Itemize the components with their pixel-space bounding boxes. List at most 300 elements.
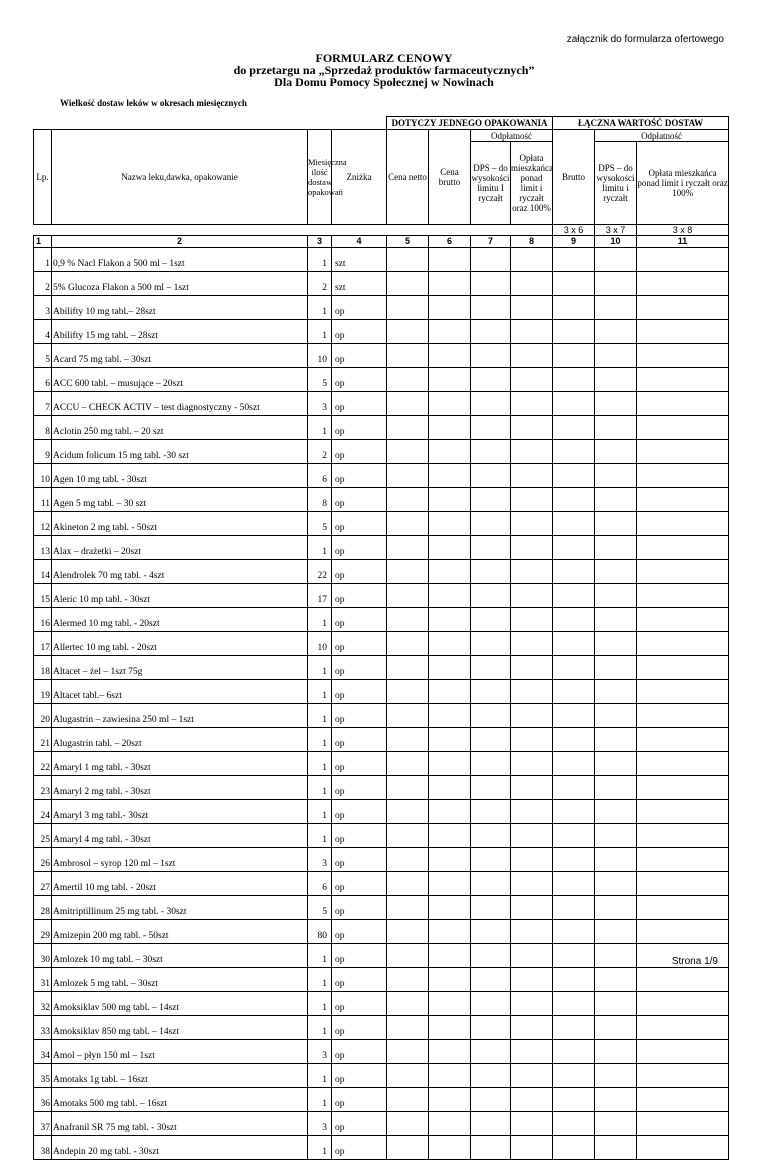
empty-price-cell[interactable] bbox=[429, 704, 471, 728]
empty-price-cell[interactable] bbox=[511, 872, 553, 896]
empty-price-cell[interactable] bbox=[387, 512, 429, 536]
empty-price-cell[interactable] bbox=[595, 1088, 637, 1112]
empty-price-cell[interactable] bbox=[511, 344, 553, 368]
empty-price-cell[interactable] bbox=[387, 728, 429, 752]
empty-price-cell[interactable] bbox=[637, 872, 729, 896]
empty-price-cell[interactable] bbox=[471, 248, 511, 272]
form-title: FORMULARZ CENOWY bbox=[315, 51, 453, 65]
row-unit: op bbox=[332, 1112, 387, 1136]
empty-price-cell[interactable] bbox=[553, 704, 595, 728]
empty-price-cell[interactable] bbox=[387, 464, 429, 488]
empty-price-cell[interactable] bbox=[595, 1040, 637, 1064]
table-row bbox=[34, 776, 729, 800]
empty-price-cell[interactable] bbox=[637, 1064, 729, 1088]
empty-price-cell[interactable] bbox=[553, 608, 595, 632]
empty-price-cell[interactable] bbox=[553, 1088, 595, 1112]
empty-price-cell[interactable] bbox=[553, 368, 595, 392]
empty-price-cell[interactable] bbox=[595, 920, 637, 944]
empty-price-cell[interactable] bbox=[595, 1136, 637, 1160]
empty-price-cell[interactable] bbox=[595, 944, 637, 968]
empty-price-cell[interactable] bbox=[429, 440, 471, 464]
empty-price-cell[interactable] bbox=[429, 296, 471, 320]
empty-price-cell[interactable] bbox=[429, 1040, 471, 1064]
empty-price-cell[interactable] bbox=[595, 488, 637, 512]
empty-price-cell[interactable] bbox=[387, 368, 429, 392]
empty-price-cell[interactable] bbox=[595, 992, 637, 1016]
row-lp: 14 bbox=[34, 560, 52, 584]
col-lp: Lp. bbox=[34, 130, 52, 225]
empty-price-cell[interactable] bbox=[595, 368, 637, 392]
empty-price-cell[interactable] bbox=[387, 1088, 429, 1112]
empty-price-cell[interactable] bbox=[471, 704, 511, 728]
empty-price-cell[interactable] bbox=[553, 296, 595, 320]
empty-price-cell[interactable] bbox=[471, 512, 511, 536]
empty-price-cell[interactable] bbox=[387, 344, 429, 368]
empty-price-cell[interactable] bbox=[553, 872, 595, 896]
empty-price-cell[interactable] bbox=[429, 248, 471, 272]
empty-price-cell[interactable] bbox=[471, 992, 511, 1016]
empty-price-cell[interactable] bbox=[387, 680, 429, 704]
empty-price-cell[interactable] bbox=[637, 656, 729, 680]
empty-price-cell[interactable] bbox=[429, 992, 471, 1016]
empty-price-cell[interactable] bbox=[637, 1112, 729, 1136]
empty-price-cell[interactable] bbox=[387, 320, 429, 344]
empty-price-cell[interactable] bbox=[429, 632, 471, 656]
empty-price-cell[interactable] bbox=[511, 584, 553, 608]
empty-price-cell[interactable] bbox=[429, 608, 471, 632]
empty-price-cell[interactable] bbox=[637, 272, 729, 296]
empty-price-cell[interactable] bbox=[553, 248, 595, 272]
empty-price-cell[interactable] bbox=[553, 920, 595, 944]
empty-price-cell[interactable] bbox=[595, 704, 637, 728]
empty-price-cell[interactable] bbox=[511, 632, 553, 656]
empty-price-cell[interactable] bbox=[553, 392, 595, 416]
empty-price-cell[interactable] bbox=[511, 416, 553, 440]
empty-price-cell[interactable] bbox=[429, 512, 471, 536]
empty-price-cell[interactable] bbox=[553, 272, 595, 296]
empty-price-cell[interactable] bbox=[429, 320, 471, 344]
empty-price-cell[interactable] bbox=[637, 560, 729, 584]
empty-price-cell[interactable] bbox=[429, 848, 471, 872]
empty-price-cell[interactable] bbox=[387, 440, 429, 464]
empty-price-cell[interactable] bbox=[595, 752, 637, 776]
empty-price-cell[interactable] bbox=[429, 1088, 471, 1112]
empty-price-cell[interactable] bbox=[429, 680, 471, 704]
row-name: Altacet tabl.– 6szt bbox=[52, 680, 308, 704]
empty-price-cell[interactable] bbox=[471, 848, 511, 872]
empty-price-cell[interactable] bbox=[387, 560, 429, 584]
empty-price-cell[interactable] bbox=[553, 728, 595, 752]
empty-price-cell[interactable] bbox=[595, 320, 637, 344]
empty-price-cell[interactable] bbox=[511, 248, 553, 272]
empty-price-cell[interactable] bbox=[637, 296, 729, 320]
row-unit: op bbox=[332, 1064, 387, 1088]
empty-price-cell[interactable] bbox=[429, 488, 471, 512]
empty-price-cell[interactable] bbox=[511, 680, 553, 704]
empty-price-cell[interactable] bbox=[471, 296, 511, 320]
empty-price-cell[interactable] bbox=[511, 560, 553, 584]
empty-price-cell[interactable] bbox=[637, 824, 729, 848]
empty-price-cell[interactable] bbox=[637, 440, 729, 464]
empty-price-cell[interactable] bbox=[429, 656, 471, 680]
empty-price-cell[interactable] bbox=[553, 896, 595, 920]
empty-price-cell[interactable] bbox=[637, 368, 729, 392]
empty-price-cell[interactable] bbox=[511, 1112, 553, 1136]
empty-price-cell[interactable] bbox=[429, 776, 471, 800]
empty-price-cell[interactable] bbox=[387, 800, 429, 824]
empty-price-cell[interactable] bbox=[637, 416, 729, 440]
empty-price-cell[interactable] bbox=[511, 800, 553, 824]
empty-price-cell[interactable] bbox=[429, 584, 471, 608]
empty-price-cell[interactable] bbox=[595, 968, 637, 992]
empty-price-cell[interactable] bbox=[387, 536, 429, 560]
table-row bbox=[34, 824, 729, 848]
empty-price-cell[interactable] bbox=[511, 608, 553, 632]
empty-price-cell[interactable] bbox=[387, 248, 429, 272]
empty-price-cell[interactable] bbox=[595, 512, 637, 536]
empty-price-cell[interactable] bbox=[429, 944, 471, 968]
empty-price-cell[interactable] bbox=[553, 1136, 595, 1160]
empty-price-cell[interactable] bbox=[511, 992, 553, 1016]
empty-price-cell[interactable] bbox=[471, 560, 511, 584]
empty-price-cell[interactable] bbox=[553, 1112, 595, 1136]
row-lp: 38 bbox=[34, 1136, 52, 1160]
empty-price-cell[interactable] bbox=[595, 776, 637, 800]
empty-price-cell[interactable] bbox=[471, 824, 511, 848]
empty-price-cell[interactable] bbox=[637, 1016, 729, 1040]
empty-price-cell[interactable] bbox=[429, 824, 471, 848]
row-unit: op bbox=[332, 992, 387, 1016]
empty-price-cell[interactable] bbox=[429, 1136, 471, 1160]
empty-price-cell[interactable] bbox=[637, 608, 729, 632]
row-lp: 20 bbox=[34, 704, 52, 728]
empty-price-cell[interactable] bbox=[553, 488, 595, 512]
empty-price-cell[interactable] bbox=[637, 896, 729, 920]
empty-price-cell[interactable] bbox=[387, 992, 429, 1016]
empty-price-cell[interactable] bbox=[553, 800, 595, 824]
empty-price-cell[interactable] bbox=[471, 1112, 511, 1136]
empty-price-cell[interactable] bbox=[429, 896, 471, 920]
col-number: 5 bbox=[387, 236, 429, 248]
empty-price-cell[interactable] bbox=[553, 752, 595, 776]
row-lp: 21 bbox=[34, 728, 52, 752]
empty-price-cell[interactable] bbox=[471, 488, 511, 512]
empty-price-cell[interactable] bbox=[429, 752, 471, 776]
empty-price-cell[interactable] bbox=[387, 296, 429, 320]
empty-price-cell[interactable] bbox=[511, 656, 553, 680]
empty-price-cell[interactable] bbox=[511, 896, 553, 920]
empty-price-cell[interactable] bbox=[637, 800, 729, 824]
empty-price-cell[interactable] bbox=[553, 416, 595, 440]
empty-price-cell[interactable] bbox=[553, 1064, 595, 1088]
empty-price-cell[interactable] bbox=[553, 680, 595, 704]
empty-price-cell[interactable] bbox=[471, 320, 511, 344]
empty-price-cell[interactable] bbox=[595, 1016, 637, 1040]
empty-price-cell[interactable] bbox=[471, 1088, 511, 1112]
empty-price-cell[interactable] bbox=[595, 416, 637, 440]
empty-price-cell[interactable] bbox=[637, 632, 729, 656]
empty-price-cell[interactable] bbox=[637, 920, 729, 944]
empty-price-cell[interactable] bbox=[471, 392, 511, 416]
empty-price-cell[interactable] bbox=[511, 848, 553, 872]
row-unit: op bbox=[332, 824, 387, 848]
empty-price-cell[interactable] bbox=[471, 776, 511, 800]
table-row bbox=[34, 248, 729, 272]
empty-price-cell[interactable] bbox=[595, 1064, 637, 1088]
empty-price-cell[interactable] bbox=[511, 464, 553, 488]
table-row bbox=[34, 296, 729, 320]
empty-price-cell[interactable] bbox=[471, 920, 511, 944]
empty-price-cell[interactable] bbox=[471, 968, 511, 992]
empty-price-cell[interactable] bbox=[429, 968, 471, 992]
empty-price-cell[interactable] bbox=[387, 584, 429, 608]
row-name: Agen 10 mg tabl. - 30szt bbox=[52, 464, 308, 488]
row-lp: 7 bbox=[34, 392, 52, 416]
formula-10: 3 x 7 bbox=[595, 225, 637, 236]
empty-price-cell[interactable] bbox=[471, 680, 511, 704]
empty-price-cell[interactable] bbox=[553, 1016, 595, 1040]
table-row bbox=[34, 1088, 729, 1112]
row-unit: op bbox=[332, 704, 387, 728]
empty-price-cell[interactable] bbox=[429, 392, 471, 416]
empty-price-cell[interactable] bbox=[387, 968, 429, 992]
empty-price-cell[interactable] bbox=[637, 728, 729, 752]
row-qty: 1 bbox=[308, 656, 332, 680]
empty-price-cell[interactable] bbox=[637, 488, 729, 512]
empty-price-cell[interactable] bbox=[387, 848, 429, 872]
empty-price-cell[interactable] bbox=[595, 872, 637, 896]
empty-price-cell[interactable] bbox=[471, 440, 511, 464]
empty-price-cell[interactable] bbox=[595, 896, 637, 920]
empty-price-cell[interactable] bbox=[553, 464, 595, 488]
empty-price-cell[interactable] bbox=[595, 392, 637, 416]
empty-price-cell[interactable] bbox=[637, 392, 729, 416]
empty-price-cell[interactable] bbox=[511, 776, 553, 800]
empty-price-cell[interactable] bbox=[387, 1112, 429, 1136]
empty-price-cell[interactable] bbox=[471, 872, 511, 896]
empty-price-cell[interactable] bbox=[511, 392, 553, 416]
empty-price-cell[interactable] bbox=[429, 1016, 471, 1040]
row-name: Anafranil SR 75 mg tabl. - 30szt bbox=[52, 1112, 308, 1136]
empty-price-cell[interactable] bbox=[471, 1040, 511, 1064]
empty-price-cell[interactable] bbox=[511, 1064, 553, 1088]
row-lp: 34 bbox=[34, 1040, 52, 1064]
empty-price-cell[interactable] bbox=[511, 440, 553, 464]
empty-price-cell[interactable] bbox=[429, 728, 471, 752]
empty-price-cell[interactable] bbox=[429, 344, 471, 368]
empty-price-cell[interactable] bbox=[553, 944, 595, 968]
empty-price-cell[interactable] bbox=[429, 1064, 471, 1088]
empty-price-cell[interactable] bbox=[511, 296, 553, 320]
empty-price-cell[interactable] bbox=[387, 608, 429, 632]
empty-price-cell[interactable] bbox=[553, 440, 595, 464]
empty-price-cell[interactable] bbox=[471, 416, 511, 440]
empty-price-cell[interactable] bbox=[471, 536, 511, 560]
empty-price-cell[interactable] bbox=[387, 632, 429, 656]
empty-price-cell[interactable] bbox=[471, 608, 511, 632]
empty-price-cell[interactable] bbox=[511, 512, 553, 536]
empty-price-cell[interactable] bbox=[595, 800, 637, 824]
empty-price-cell[interactable] bbox=[553, 560, 595, 584]
empty-price-cell[interactable] bbox=[471, 1136, 511, 1160]
empty-price-cell[interactable] bbox=[595, 656, 637, 680]
empty-price-cell[interactable] bbox=[595, 608, 637, 632]
empty-price-cell[interactable] bbox=[595, 824, 637, 848]
empty-price-cell[interactable] bbox=[637, 1040, 729, 1064]
empty-price-cell[interactable] bbox=[595, 848, 637, 872]
empty-price-cell[interactable] bbox=[637, 248, 729, 272]
empty-price-cell[interactable] bbox=[595, 584, 637, 608]
empty-price-cell[interactable] bbox=[471, 368, 511, 392]
row-qty: 1 bbox=[308, 320, 332, 344]
table-row bbox=[34, 440, 729, 464]
empty-price-cell[interactable] bbox=[511, 968, 553, 992]
table-row bbox=[34, 680, 729, 704]
empty-price-cell[interactable] bbox=[429, 536, 471, 560]
empty-price-cell[interactable] bbox=[637, 776, 729, 800]
empty-price-cell[interactable] bbox=[637, 968, 729, 992]
empty-price-cell[interactable] bbox=[429, 920, 471, 944]
empty-price-cell[interactable] bbox=[637, 680, 729, 704]
empty-price-cell[interactable] bbox=[471, 896, 511, 920]
empty-price-cell[interactable] bbox=[387, 776, 429, 800]
empty-price-cell[interactable] bbox=[637, 464, 729, 488]
empty-price-cell[interactable] bbox=[387, 1016, 429, 1040]
empty-price-cell[interactable] bbox=[471, 944, 511, 968]
empty-price-cell[interactable] bbox=[387, 752, 429, 776]
empty-price-cell[interactable] bbox=[595, 344, 637, 368]
empty-price-cell[interactable] bbox=[471, 1016, 511, 1040]
empty-price-cell[interactable] bbox=[553, 992, 595, 1016]
empty-price-cell[interactable] bbox=[471, 656, 511, 680]
empty-price-cell[interactable] bbox=[553, 848, 595, 872]
row-lp: 28 bbox=[34, 896, 52, 920]
empty-price-cell[interactable] bbox=[387, 656, 429, 680]
empty-price-cell[interactable] bbox=[595, 680, 637, 704]
empty-price-cell[interactable] bbox=[511, 1088, 553, 1112]
empty-price-cell[interactable] bbox=[595, 632, 637, 656]
empty-price-cell[interactable] bbox=[387, 1040, 429, 1064]
empty-price-cell[interactable] bbox=[387, 872, 429, 896]
empty-price-cell[interactable] bbox=[429, 416, 471, 440]
col-number: 9 bbox=[553, 236, 595, 248]
empty-price-cell[interactable] bbox=[511, 728, 553, 752]
empty-price-cell[interactable] bbox=[511, 1016, 553, 1040]
empty-price-cell[interactable] bbox=[387, 1064, 429, 1088]
empty-price-cell[interactable] bbox=[471, 632, 511, 656]
empty-price-cell[interactable] bbox=[471, 344, 511, 368]
row-qty: 1 bbox=[308, 248, 332, 272]
empty-price-cell[interactable] bbox=[511, 272, 553, 296]
empty-price-cell[interactable] bbox=[387, 944, 429, 968]
empty-price-cell[interactable] bbox=[637, 992, 729, 1016]
empty-price-cell[interactable] bbox=[595, 440, 637, 464]
empty-price-cell[interactable] bbox=[511, 536, 553, 560]
empty-price-cell[interactable] bbox=[387, 824, 429, 848]
empty-price-cell[interactable] bbox=[553, 1040, 595, 1064]
empty-price-cell[interactable] bbox=[637, 1136, 729, 1160]
empty-price-cell[interactable] bbox=[511, 824, 553, 848]
empty-price-cell[interactable] bbox=[387, 1136, 429, 1160]
empty-price-cell[interactable] bbox=[553, 512, 595, 536]
empty-price-cell[interactable] bbox=[429, 560, 471, 584]
empty-price-cell[interactable] bbox=[471, 1064, 511, 1088]
empty-price-cell[interactable] bbox=[429, 1112, 471, 1136]
empty-price-cell[interactable] bbox=[511, 704, 553, 728]
empty-price-cell[interactable] bbox=[637, 344, 729, 368]
empty-price-cell[interactable] bbox=[637, 536, 729, 560]
empty-price-cell[interactable] bbox=[595, 536, 637, 560]
empty-price-cell[interactable] bbox=[595, 464, 637, 488]
empty-price-cell[interactable] bbox=[387, 704, 429, 728]
empty-price-cell[interactable] bbox=[637, 320, 729, 344]
empty-price-cell[interactable] bbox=[471, 464, 511, 488]
empty-price-cell[interactable] bbox=[595, 560, 637, 584]
empty-price-cell[interactable] bbox=[553, 584, 595, 608]
empty-price-cell[interactable] bbox=[387, 920, 429, 944]
empty-price-cell[interactable] bbox=[511, 752, 553, 776]
empty-price-cell[interactable] bbox=[595, 272, 637, 296]
empty-price-cell[interactable] bbox=[387, 416, 429, 440]
empty-price-cell[interactable] bbox=[553, 968, 595, 992]
empty-price-cell[interactable] bbox=[429, 368, 471, 392]
empty-price-cell[interactable] bbox=[553, 824, 595, 848]
empty-price-cell[interactable] bbox=[553, 776, 595, 800]
empty-price-cell[interactable] bbox=[637, 848, 729, 872]
empty-price-cell[interactable] bbox=[471, 728, 511, 752]
empty-price-cell[interactable] bbox=[429, 464, 471, 488]
empty-price-cell[interactable] bbox=[511, 320, 553, 344]
empty-price-cell[interactable] bbox=[511, 944, 553, 968]
row-lp: 30 bbox=[34, 944, 52, 968]
empty-price-cell[interactable] bbox=[429, 272, 471, 296]
empty-price-cell[interactable] bbox=[511, 368, 553, 392]
empty-price-cell[interactable] bbox=[429, 800, 471, 824]
empty-price-cell[interactable] bbox=[553, 656, 595, 680]
empty-price-cell[interactable] bbox=[471, 584, 511, 608]
empty-price-cell[interactable] bbox=[429, 872, 471, 896]
empty-price-cell[interactable] bbox=[471, 752, 511, 776]
empty-price-cell[interactable] bbox=[595, 728, 637, 752]
empty-price-cell[interactable] bbox=[595, 248, 637, 272]
empty-price-cell[interactable] bbox=[387, 272, 429, 296]
empty-price-cell[interactable] bbox=[511, 1040, 553, 1064]
empty-price-cell[interactable] bbox=[387, 392, 429, 416]
empty-price-cell[interactable] bbox=[637, 512, 729, 536]
empty-price-cell[interactable] bbox=[637, 584, 729, 608]
empty-price-cell[interactable] bbox=[595, 1112, 637, 1136]
row-name: Alendrolek 70 mg tabl. - 4szt bbox=[52, 560, 308, 584]
empty-price-cell[interactable] bbox=[637, 752, 729, 776]
empty-price-cell[interactable] bbox=[637, 704, 729, 728]
row-name: Amotaks 500 mg tabl. – 16szt bbox=[52, 1088, 308, 1112]
empty-price-cell[interactable] bbox=[553, 632, 595, 656]
empty-price-cell[interactable] bbox=[553, 344, 595, 368]
empty-price-cell[interactable] bbox=[553, 320, 595, 344]
empty-price-cell[interactable] bbox=[387, 488, 429, 512]
empty-price-cell[interactable] bbox=[511, 1136, 553, 1160]
empty-price-cell[interactable] bbox=[637, 1088, 729, 1112]
empty-price-cell[interactable] bbox=[511, 920, 553, 944]
empty-price-cell[interactable] bbox=[387, 896, 429, 920]
empty-price-cell[interactable] bbox=[511, 488, 553, 512]
table-row bbox=[34, 1112, 729, 1136]
empty-price-cell[interactable] bbox=[471, 272, 511, 296]
empty-price-cell[interactable] bbox=[595, 296, 637, 320]
empty-price-cell[interactable] bbox=[553, 536, 595, 560]
empty-price-cell[interactable] bbox=[471, 800, 511, 824]
row-lp: 23 bbox=[34, 776, 52, 800]
